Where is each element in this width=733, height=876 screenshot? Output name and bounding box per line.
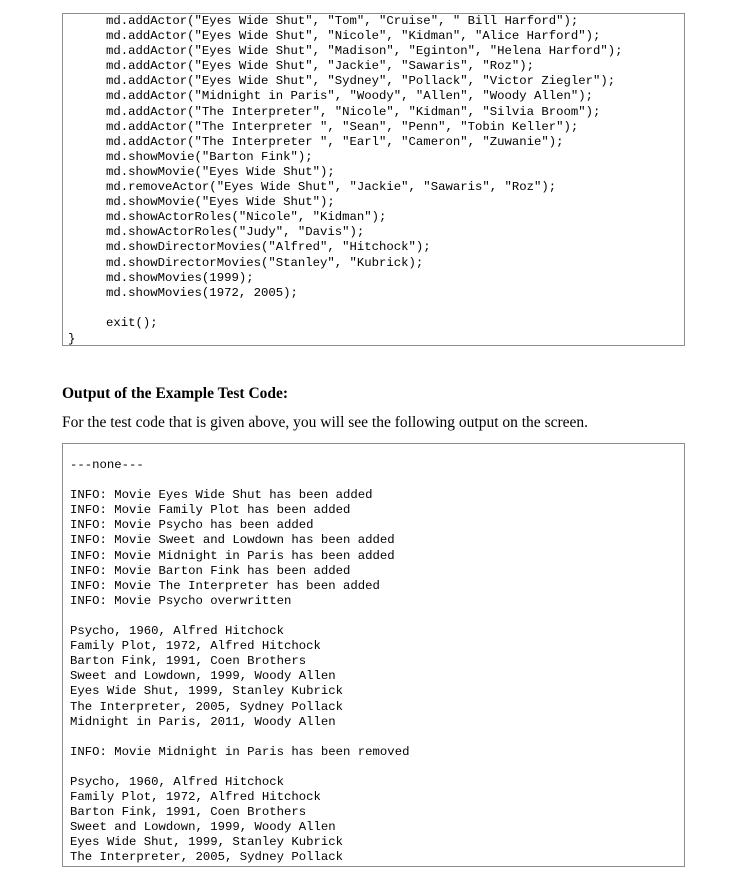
code-line: md.addActor("The Interpreter ", "Sean", "Penn", "Tobin Keller"); [106,119,579,134]
code-block [62,13,685,346]
output-line: INFO: Movie Psycho has been added [70,518,314,533]
output-line [70,730,409,745]
intro-paragraph: For the test code that is given above, you will see the following output on the screen. [62,414,589,431]
output-line: Family Plot, 1972, Alfred Hitchock [70,790,321,805]
code-line: md.showActorRoles("Judy", "Davis"); [106,225,365,240]
output-line: INFO: Movie The Interpreter has been added [70,578,380,593]
output-line: The Interpreter, 2005, Sydney Pollack [70,850,344,865]
code-lines [106,14,623,331]
output-line: Sweet and Lowdown, 1999, Woody Allen [70,669,336,684]
output-line: INFO: Movie Psycho overwritten [70,593,292,608]
output-line: INFO: Movie Eyes Wide Shut has been added [70,488,373,503]
output-line: Eyes Wide Shut, 1999, Stanley Kubrick [70,684,344,699]
output-line: The Interpreter, 2005, Sydney Pollack [70,699,344,714]
code-line: md.addActor("Eyes Wide Shut", "Madison", "Eginton", "Helena Harford"); [106,44,623,59]
output-line: Midnight in Paris, 2011, Woody Allen [70,714,336,729]
code-line: md.addActor("Eyes Wide Shut", "Jackie", "Sawaris", "Roz"); [106,59,535,74]
output-line: Psycho, 1960, Alfred Hitchock [70,774,285,789]
output-line: Barton Fink, 1991, Coen Brothers [70,654,307,669]
closing-brace: } [68,332,76,346]
output-line [70,609,409,624]
output-block [62,443,685,867]
output-lines [70,458,409,866]
code-line: md.addActor("Midnight in Paris", "Woody", "Allen", "Woody Allen"); [106,89,594,104]
output-line: INFO: Movie Sweet and Lowdown has been added [70,533,395,548]
output-line: Psycho, 1960, Alfred Hitchock [70,624,285,639]
code-line: md.showMovies(1999); [106,270,254,285]
code-line: md.showMovie("Barton Fink"); [106,149,313,164]
code-line: md.showMovies(1972, 2005); [106,285,298,300]
section-heading: Output of the Example Test Code: [62,385,289,402]
output-line: INFO: Movie Midnight in Paris has been added [70,548,395,563]
output-line: ---none--- [70,458,144,472]
code-line: md.showDirectorMovies("Stanley", "Kubrick); [106,255,424,270]
code-line: md.showMovie("Eyes Wide Shut"); [106,164,335,179]
output-line: INFO: Movie Barton Fink has been added [70,563,351,578]
code-line: md.addActor("The Interpreter ", "Earl", "Cameron", "Zuwanie"); [106,134,564,149]
code-line: md.addActor("Eyes Wide Shut", "Tom", "Cruise", " Bill Harford"); [106,14,579,28]
output-line: Sweet and Lowdown, 1999, Woody Allen [70,820,336,835]
code-line [106,301,623,316]
output-line: Family Plot, 1972, Alfred Hitchock [70,639,321,654]
code-line: md.showActorRoles("Nicole", "Kidman"); [106,210,387,225]
output-line [70,473,409,488]
output-line: INFO: Movie Family Plot has been added [70,503,351,518]
code-line: md.addActor("Eyes Wide Shut", "Nicole", "Kidman", "Alice Harford"); [106,29,601,44]
code-line: md.showMovie("Eyes Wide Shut"); [106,195,335,210]
code-line: md.showDirectorMovies("Alfred", "Hitchock"); [106,240,431,255]
code-line: exit(); [106,315,158,330]
code-line: md.addActor("Eyes Wide Shut", "Sydney", "Pollack", "Victor Ziegler"); [106,74,616,89]
output-line: INFO: Movie Midnight in Paris has been removed [70,744,410,759]
output-line: Eyes Wide Shut, 1999, Stanley Kubrick [70,835,344,850]
output-line [70,760,409,775]
code-line: md.removeActor("Eyes Wide Shut", "Jackie", "Sawaris", "Roz"); [106,180,557,195]
output-line: Barton Fink, 1991, Coen Brothers [70,805,307,820]
code-line: md.addActor("The Interpreter", "Nicole", "Kidman", "Silvia Broom"); [106,104,601,119]
